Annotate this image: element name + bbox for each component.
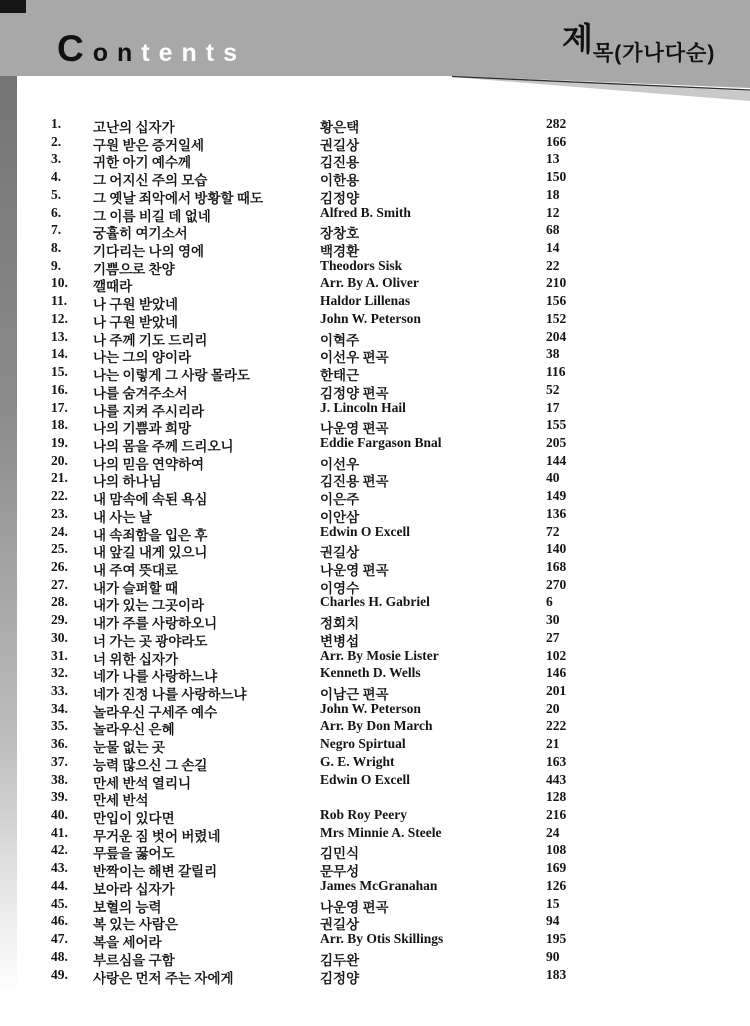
toc-number: 41. [51, 824, 68, 840]
toc-number: 26. [51, 558, 68, 574]
toc-author: 김정양 [320, 970, 360, 986]
toc-page-number: 163 [546, 753, 567, 769]
toc-song-title: 나의 믿음 연약하여 [93, 456, 205, 472]
toc-author: 김정양 [320, 190, 360, 206]
toc-song-title: 부르심을 구함 [93, 952, 175, 968]
toc-row [0, 736, 750, 754]
toc-number: 34. [51, 700, 68, 716]
korean-title-rest: 목(가나다순) [592, 42, 716, 65]
toc-song-title: 그 옛날 죄악에서 방황할 때도 [93, 190, 263, 206]
toc-row [0, 258, 750, 276]
toc-author: Negro Spirtual [320, 736, 406, 752]
toc-author: 권길상 [320, 917, 360, 933]
toc-row [0, 488, 750, 506]
toc-row [0, 594, 750, 612]
toc-page-number: 149 [546, 488, 567, 504]
toc-page-number: 108 [546, 842, 567, 858]
toc-row [0, 913, 750, 931]
toc-page-number: 210 [546, 275, 567, 291]
toc-number: 25. [51, 541, 68, 557]
toc-song-title: 무릎을 꿇어도 [93, 846, 175, 862]
toc-song-title: 기다리는 나의 영에 [93, 244, 205, 260]
toc-song-title: 구원 받은 증거일세 [93, 137, 205, 153]
title-black-part: on [92, 39, 142, 67]
toc-author: Edwin O Excell [320, 523, 411, 539]
toc-page-number: 150 [546, 169, 567, 185]
toc-number: 17. [51, 399, 68, 415]
toc-author: 이남근 편곡 [320, 687, 389, 702]
toc-number: 30. [51, 629, 68, 645]
toc-row [0, 116, 750, 134]
toc-row [0, 701, 750, 719]
toc-song-title: 내 맘속에 속된 욕심 [93, 492, 208, 508]
toc-number: 13. [51, 328, 68, 344]
toc-author: 김민식 [320, 846, 360, 862]
toc-row [0, 949, 750, 967]
toc-song-title: 나 주께 기도 드리리 [93, 332, 208, 348]
toc-page-number: 15 [546, 895, 560, 911]
toc-song-title: 복 있는 사람은 [93, 917, 178, 933]
toc-number: 11. [51, 293, 68, 309]
toc-row [0, 541, 750, 559]
toc-song-title: 나의 몸을 주께 드리오니 [93, 438, 234, 454]
corner-registration-block [0, 0, 26, 13]
toc-song-title: 고난의 십자가 [93, 120, 175, 135]
toc-number: 49. [51, 966, 68, 982]
toc-row [0, 470, 750, 488]
toc-page-number: 155 [546, 417, 567, 433]
toc-row [0, 807, 750, 825]
toc-song-title: 보아라 십자가 [93, 881, 175, 897]
toc-row [0, 506, 750, 524]
toc-song-title: 깰때라 [93, 279, 133, 295]
toc-page-number: 21 [546, 736, 560, 752]
toc-page-number: 136 [546, 505, 567, 521]
table-of-contents [0, 116, 750, 984]
toc-author: Kenneth D. Wells [320, 665, 421, 681]
toc-number: 39. [51, 789, 68, 805]
toc-number: 27. [51, 576, 68, 592]
toc-row [0, 860, 750, 878]
toc-page-number: 18 [546, 186, 560, 202]
toc-author: 이선우 편곡 [320, 350, 389, 366]
toc-number: 15. [51, 364, 68, 380]
toc-row [0, 400, 750, 418]
toc-row [0, 718, 750, 736]
toc-page-number: 152 [546, 310, 567, 326]
toc-song-title: 눈물 없는 곳 [93, 740, 165, 756]
toc-author: Charles H. Gabriel [320, 594, 430, 610]
toc-row [0, 772, 750, 790]
toc-number: 19. [51, 434, 68, 450]
toc-row [0, 329, 750, 347]
toc-row [0, 205, 750, 223]
toc-number: 16. [51, 381, 68, 397]
toc-author: 변병섭 [320, 633, 360, 649]
toc-author: 이혁주 [320, 332, 360, 348]
toc-author: 나운영 편곡 [320, 421, 389, 437]
toc-number: 42. [51, 842, 68, 858]
korean-title-large-char: 제 [562, 21, 593, 57]
toc-song-title: 사랑은 먼저 주는 자에게 [93, 970, 234, 986]
toc-page-number: 168 [546, 558, 567, 574]
toc-number: 35. [51, 718, 68, 734]
toc-row [0, 435, 750, 453]
toc-page-number: 30 [546, 612, 560, 628]
toc-song-title: 귀한 아기 예수께 [93, 155, 192, 171]
toc-page-number: 216 [546, 807, 567, 823]
toc-author: Edwin O Excell [320, 771, 411, 787]
toc-number: 22. [51, 488, 68, 504]
toc-row [0, 382, 750, 400]
toc-page-number: 270 [546, 576, 567, 592]
toc-row [0, 346, 750, 364]
toc-author: Arr. By Otis Skillings [320, 931, 444, 947]
toc-author: 황은택 [320, 120, 360, 135]
toc-number: 43. [51, 860, 68, 876]
toc-song-title: 반짝이는 해변 갈릴리 [93, 864, 218, 880]
toc-song-title: 복을 세어라 [93, 935, 162, 951]
toc-page-number: 222 [546, 718, 567, 734]
toc-author: 김두완 [320, 952, 360, 968]
toc-page-number: 443 [546, 771, 567, 787]
toc-row [0, 364, 750, 382]
toc-author: 김진용 편곡 [320, 474, 389, 490]
toc-row [0, 240, 750, 258]
toc-page-number: 128 [546, 789, 567, 805]
toc-number: 33. [51, 683, 68, 698]
toc-number: 7. [51, 222, 62, 238]
toc-author: Arr. By A. Oliver [320, 275, 419, 291]
toc-song-title: 만세 반석 열리니 [93, 775, 192, 791]
toc-number: 3. [51, 151, 62, 167]
toc-song-title: 내 주여 뜻대로 [93, 562, 178, 578]
toc-row [0, 559, 750, 577]
toc-author: Theodors Sisk [320, 257, 403, 273]
toc-author: Arr. By Don March [320, 718, 433, 734]
toc-page-number: 169 [546, 860, 567, 876]
toc-author: G. E. Wright [320, 753, 395, 769]
toc-song-title: 내가 있는 그곳이라 [93, 598, 205, 614]
toc-author: John W. Peterson [320, 700, 421, 716]
toc-author: 정회치 [320, 616, 360, 632]
toc-author: James McGranahan [320, 877, 438, 893]
toc-author: 김진용 [320, 155, 360, 171]
toc-number: 8. [51, 240, 62, 256]
toc-number: 14. [51, 346, 68, 362]
toc-row [0, 754, 750, 772]
toc-song-title: 보혈의 능력 [93, 899, 162, 915]
toc-song-title: 그 이름 비길 데 없네 [93, 208, 211, 224]
toc-number: 4. [51, 169, 62, 185]
toc-row [0, 630, 750, 648]
toc-page-number: 20 [546, 700, 560, 716]
toc-number: 31. [51, 647, 68, 663]
toc-author: Rob Roy Peery [320, 807, 407, 823]
toc-page-number: 17 [546, 399, 560, 415]
toc-page-number: 282 [546, 116, 567, 131]
toc-number: 20. [51, 452, 68, 468]
toc-song-title: 나는 그의 양이라 [93, 350, 192, 366]
toc-song-title: 궁휼히 여기소서 [93, 226, 188, 242]
toc-number: 6. [51, 204, 62, 220]
toc-page-number: 22 [546, 257, 560, 273]
toc-page-number: 183 [546, 966, 567, 982]
toc-row [0, 134, 750, 152]
page-title-contents [57, 28, 246, 70]
toc-page-number: 72 [546, 523, 560, 539]
toc-song-title: 만세 반석 [93, 793, 149, 809]
toc-song-title: 놀라우신 은혜 [93, 722, 175, 738]
toc-page-number: 38 [546, 346, 560, 362]
toc-author: 문무성 [320, 864, 360, 880]
toc-song-title: 나의 기쁨과 희망 [93, 421, 192, 437]
toc-song-title: 나를 지켜 주시리라 [93, 403, 205, 419]
toc-number: 1. [51, 116, 62, 131]
toc-song-title: 만입이 있다면 [93, 811, 175, 827]
title-letter-c: C [57, 28, 93, 69]
toc-row [0, 577, 750, 595]
toc-number: 2. [51, 133, 62, 149]
toc-author: 나운영 편곡 [320, 899, 389, 915]
toc-page-number: 68 [546, 222, 560, 238]
toc-row [0, 683, 750, 701]
toc-author: J. Lincoln Hail [320, 399, 406, 415]
toc-page-number: 102 [546, 647, 567, 663]
toc-song-title: 기쁨으로 찬양 [93, 261, 175, 277]
toc-row [0, 842, 750, 860]
toc-page-number: 144 [546, 452, 567, 468]
toc-author: 이은주 [320, 492, 360, 508]
toc-number: 18. [51, 417, 68, 433]
toc-number: 37. [51, 753, 68, 769]
toc-number: 45. [51, 895, 68, 911]
toc-author: Arr. By Mosie Lister [320, 647, 439, 663]
toc-number: 48. [51, 948, 68, 964]
toc-author: 백경환 [320, 244, 360, 260]
toc-row [0, 187, 750, 205]
toc-author: 나운영 편곡 [320, 562, 389, 578]
toc-author: 권길상 [320, 545, 360, 561]
toc-number: 10. [51, 275, 68, 291]
toc-page-number: 94 [546, 913, 560, 929]
toc-page-number: 13 [546, 151, 560, 167]
page-title-korean [562, 22, 715, 67]
toc-page-number: 14 [546, 240, 560, 256]
toc-row [0, 417, 750, 435]
toc-number: 5. [51, 186, 62, 202]
toc-song-title: 내가 주를 사랑하오니 [93, 616, 218, 632]
toc-author: 이안삼 [320, 509, 360, 525]
toc-author: Alfred B. Smith [320, 204, 411, 220]
toc-page-number: 52 [546, 381, 560, 397]
toc-page-number: 146 [546, 665, 567, 681]
toc-number: 32. [51, 665, 68, 681]
toc-number: 21. [51, 470, 68, 486]
toc-number: 12. [51, 310, 68, 326]
toc-page-number: 166 [546, 133, 567, 149]
toc-page-number: 6 [546, 594, 553, 610]
toc-page-number: 195 [546, 931, 567, 947]
toc-page-number: 24 [546, 824, 560, 840]
toc-row [0, 789, 750, 807]
toc-page-number: 204 [546, 328, 567, 344]
toc-row [0, 453, 750, 471]
toc-row [0, 151, 750, 169]
toc-page-number: 90 [546, 948, 560, 964]
toc-page-number: 27 [546, 629, 560, 645]
toc-row [0, 648, 750, 666]
toc-row [0, 222, 750, 240]
toc-number: 40. [51, 807, 68, 823]
toc-author: 권길상 [320, 137, 360, 153]
toc-row [0, 931, 750, 949]
toc-author: 이선우 [320, 456, 360, 472]
toc-row [0, 878, 750, 896]
toc-song-title: 나는 이렇게 그 사랑 몰라도 [93, 368, 250, 384]
toc-page-number: 116 [546, 364, 566, 380]
toc-author: Mrs Minnie A. Steele [320, 824, 442, 840]
toc-row [0, 665, 750, 683]
toc-number: 29. [51, 612, 68, 628]
toc-page-number: 40 [546, 470, 560, 486]
toc-song-title: 나의 하나님 [93, 474, 162, 490]
toc-author: John W. Peterson [320, 310, 421, 326]
toc-song-title: 내가 슬퍼할 때 [93, 580, 178, 596]
toc-number: 23. [51, 505, 68, 521]
toc-song-title: 너 가는 곳 광야라도 [93, 633, 208, 649]
toc-song-title: 나 구원 받았네 [93, 297, 178, 313]
toc-row [0, 896, 750, 914]
toc-song-title: 능력 많으신 그 손길 [93, 757, 208, 773]
toc-number: 28. [51, 594, 68, 610]
toc-song-title: 네가 나를 사랑하느냐 [93, 669, 218, 685]
toc-song-title: 네가 진정 나를 사랑하느냐 [93, 687, 247, 702]
toc-song-title: 나 구원 받았네 [93, 314, 178, 330]
toc-author: 이영수 [320, 580, 360, 596]
toc-song-title: 내 사는 날 [93, 509, 152, 525]
toc-page-number: 201 [546, 683, 567, 698]
toc-author: Haldor Lillenas [320, 293, 411, 309]
toc-song-title: 나를 숨겨주소서 [93, 385, 188, 401]
toc-row [0, 825, 750, 843]
toc-page-number: 140 [546, 541, 567, 557]
toc-row [0, 293, 750, 311]
toc-song-title: 너 위한 십자가 [93, 651, 178, 667]
toc-row [0, 169, 750, 187]
toc-row [0, 612, 750, 630]
title-white-part: tents [141, 39, 247, 67]
toc-song-title: 내 앞길 내게 있으니 [93, 545, 208, 561]
toc-number: 36. [51, 736, 68, 752]
toc-number: 38. [51, 771, 68, 787]
toc-number: 47. [51, 931, 68, 947]
toc-page-number: 156 [546, 293, 567, 309]
toc-page-number: 205 [546, 434, 567, 450]
toc-row [0, 275, 750, 293]
toc-number: 46. [51, 913, 68, 929]
toc-song-title: 무거운 짐 벗어 버렸네 [93, 828, 221, 844]
toc-number: 44. [51, 877, 68, 893]
toc-row [0, 311, 750, 329]
toc-row [0, 524, 750, 542]
toc-author: 김정양 편곡 [320, 385, 389, 401]
toc-page-number: 126 [546, 877, 567, 893]
toc-author: 한태근 [320, 368, 360, 384]
toc-number: 24. [51, 523, 68, 539]
toc-row [0, 967, 750, 985]
toc-song-title: 그 어지신 주의 모습 [93, 173, 208, 189]
toc-author: 장창호 [320, 226, 360, 242]
toc-author: Eddie Fargason Bnal [320, 434, 442, 450]
toc-song-title: 내 속죄함을 입은 후 [93, 527, 208, 543]
toc-author: 이한용 [320, 173, 360, 189]
toc-song-title: 놀라우신 구세주 예수 [93, 704, 218, 720]
toc-page-number: 12 [546, 204, 560, 220]
toc-number: 9. [51, 257, 62, 273]
